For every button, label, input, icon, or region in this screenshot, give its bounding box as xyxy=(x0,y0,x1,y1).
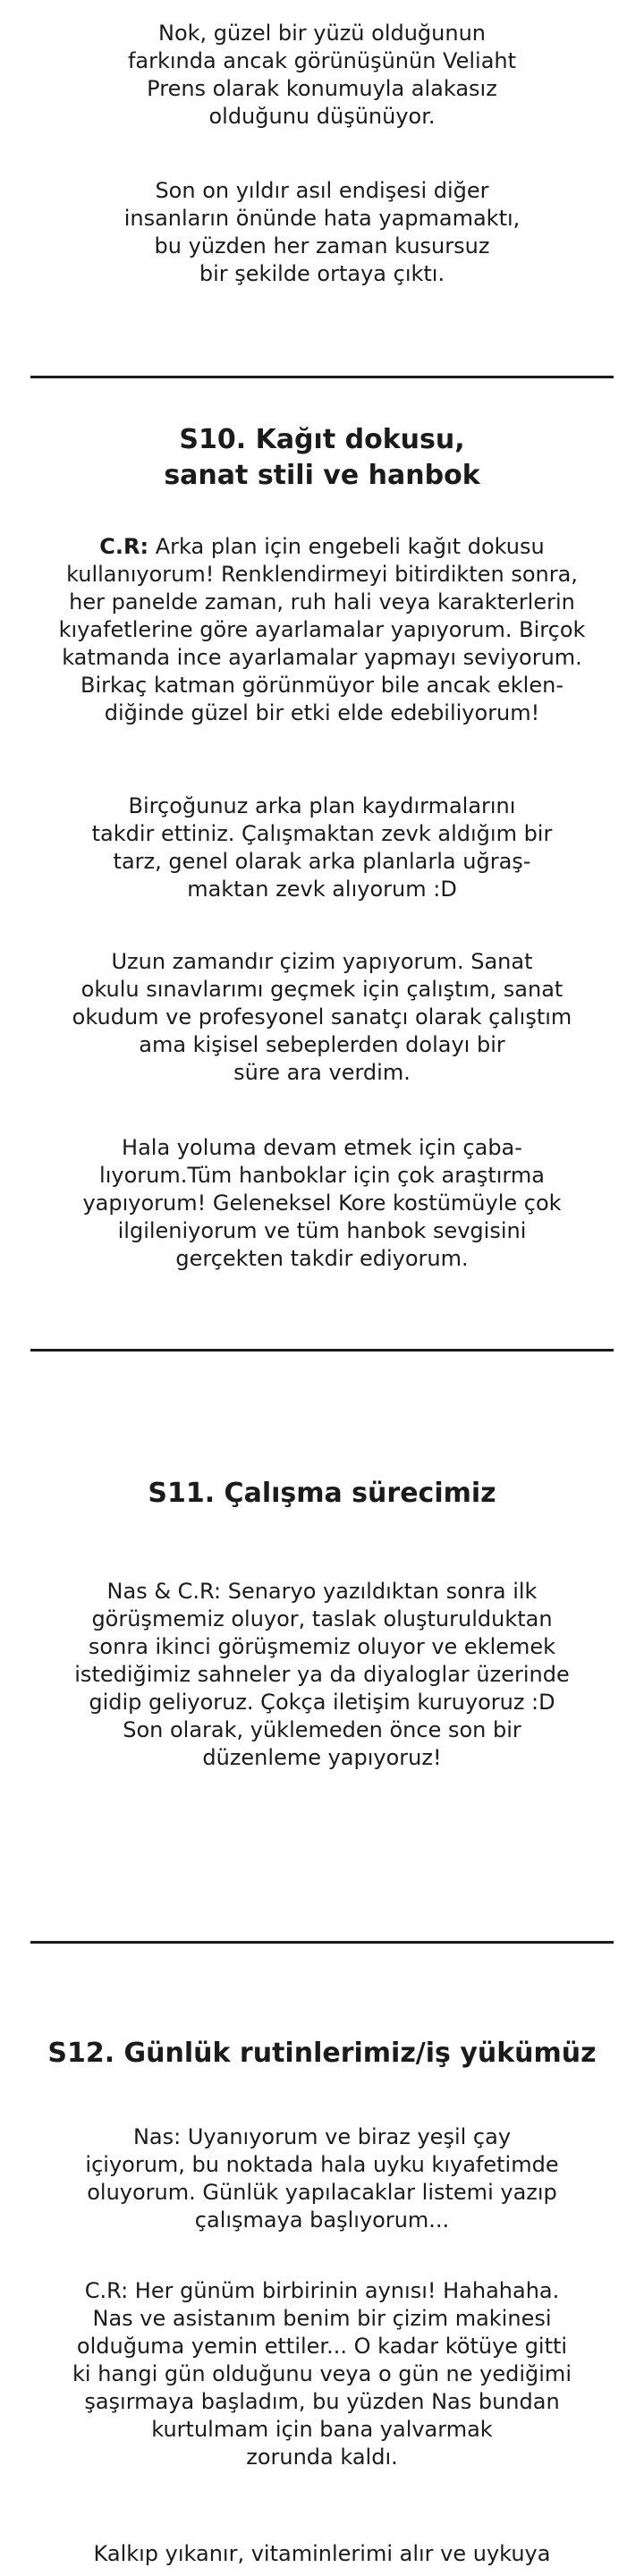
text-line: Nas: Uyanıyorum ve biraz yeşil çay xyxy=(132,2124,512,2149)
text-line: ama kişisel sebeplerden dolayı bir xyxy=(139,1032,505,1057)
text-line: kıyafetlerine göre ayarlamalar yapıyorum. Birçok xyxy=(58,617,586,642)
text-line: istediğimiz sahneler ya da diyaloglar üzerinde xyxy=(74,1662,570,1687)
text-line: yapıyorum! Geleneksel Kore kostümüyle çok xyxy=(82,1191,562,1216)
text-line: ilgileniyorum ve tüm hanbok sevgisini xyxy=(117,1218,527,1243)
section-divider xyxy=(30,376,614,378)
text-line: olduğuma yemin ettiler... O kadar kötüye gitti xyxy=(76,2334,568,2359)
text-line: kurtulmam için bana yalvarmak xyxy=(151,2417,493,2442)
text-line: Son on yıldır asıl endişesi diğer xyxy=(155,178,489,203)
text-line: insanların önünde hata yapmamaktı, xyxy=(123,206,521,231)
s10-paragraph-3 xyxy=(0,948,644,1087)
s12-paragraph-3 xyxy=(0,2540,644,2568)
text-line: bir şekilde ortaya çıktı. xyxy=(199,261,445,286)
text-line: görüşmemiz oluyor, taslak oluşturulduktan xyxy=(91,1606,553,1631)
text-line: C.R: Her günüm birbirinin aynısı! Hahahaha. xyxy=(84,2278,560,2303)
text-line: şaşırmaya başladım, bu yüzden Nas bundan xyxy=(84,2389,560,2414)
text-line: Nas & C.R: Senaryo yazıldıktan sonra ilk xyxy=(106,1579,538,1604)
s12-paragraph-2 xyxy=(0,2277,644,2471)
text-line: sonra ikinci görüşmemiz oluyor ve eklemek xyxy=(88,1634,556,1659)
text-line: maktan zevk alıyorum :D xyxy=(187,877,457,902)
text-line: farkında ancak görünüşünün Veliaht xyxy=(127,48,517,73)
text-line: gidip geliyoruz. Çokça iletişim kuruyoruz :D xyxy=(89,1690,555,1715)
text-line: süre ara verdim. xyxy=(233,1060,411,1085)
text-line: bu yüzden her zaman kusursuz xyxy=(154,233,490,258)
heading-line: sanat stili ve hanbok xyxy=(164,460,480,491)
text-line: lıyorum.Tüm hanboklar için çok araştırma xyxy=(99,1163,545,1188)
text-line: ki hangi gün olduğunu veya o gün ne yediğimi xyxy=(72,2361,572,2386)
text-line: Birkaç katman görünmüyor bile ancak eklen- xyxy=(80,673,564,698)
text-line: Hala yoluma devam etmek için çaba- xyxy=(122,1135,522,1160)
text-line: oluyorum. Günlük yapılacaklar listemi yazıp xyxy=(87,2180,557,2205)
text-line: katmanda ince ayarlamalar yapmayı seviyorum. xyxy=(62,645,582,670)
text-line: okudum ve profesyonel sanatçı olarak çalıştım xyxy=(72,1004,572,1030)
heading-line: S11. Çalışma sürecimiz xyxy=(148,1478,496,1509)
text-line: içiyorum, bu noktada hala uyku kıyafetimde xyxy=(85,2152,559,2177)
intro-paragraph-1 xyxy=(0,20,644,131)
heading-line: S10. Kağıt dokusu, xyxy=(179,424,465,455)
text-line: Son olarak, yüklemeden önce son bir xyxy=(123,1717,521,1742)
text-line: Nas ve asistanım benim bir çizim makinesi xyxy=(92,2306,552,2331)
text-line: Uzun zamandır çizim yapıyorum. Sanat xyxy=(111,949,533,974)
s12-heading xyxy=(0,2036,644,2072)
text-line: takdir ettiniz. Çalışmaktan zevk aldığım bir xyxy=(91,821,553,846)
text-line: zorunda kaldı. xyxy=(246,2445,398,2470)
text-line: tarz, genel olarak arka planlarla uğraş- xyxy=(113,849,531,874)
text-line: Birçoğunuz arka plan kaydırmalarını xyxy=(128,793,516,818)
s12-paragraph-1 xyxy=(0,2123,644,2234)
text-line: Nok, güzel bir yüzü olduğunun xyxy=(157,21,487,46)
s10-paragraph-4 xyxy=(0,1134,644,1273)
intro-paragraph-2 xyxy=(0,177,644,288)
section-divider xyxy=(30,1941,614,1944)
text-line: çalışmaya başlıyorum... xyxy=(194,2207,450,2233)
text-line: olduğunu düşünüyor. xyxy=(208,104,436,129)
s11-paragraph-1 xyxy=(0,1578,644,1772)
s10-paragraph-1 xyxy=(0,533,644,727)
s10-paragraph-2 xyxy=(0,792,644,903)
text-line: gerçekten takdir ediyorum. xyxy=(175,1246,469,1271)
text-line: diğinde güzel bir etki elde edebiliyorum! xyxy=(104,700,540,725)
s10-heading xyxy=(0,422,644,494)
text-line: okulu sınavlarımı geçmek için çalıştım, sanat xyxy=(80,977,564,1002)
text-line: düzenleme yapıyoruz! xyxy=(202,1745,442,1770)
speaker-label: C.R: xyxy=(99,534,149,559)
text-line: kullanıyorum! Renklendirmeyi bitirdikten sonra, xyxy=(66,562,578,587)
text-fragment: Arka plan için engebeli kağıt dokusu xyxy=(148,534,545,559)
s11-heading xyxy=(0,1476,644,1512)
text-line: Kalkıp yıkanır, vitaminlerimi alır ve uykuya xyxy=(93,2541,551,2566)
section-divider xyxy=(30,1349,614,1352)
text-line: Prens olarak konumuyla alakasız xyxy=(147,76,497,101)
text-line: her panelde zaman, ruh hali veya karakterlerin xyxy=(69,589,575,614)
heading-line: S12. Günlük rutinlerimiz/iş yükümüz xyxy=(47,2038,597,2069)
text-line xyxy=(0,533,644,561)
